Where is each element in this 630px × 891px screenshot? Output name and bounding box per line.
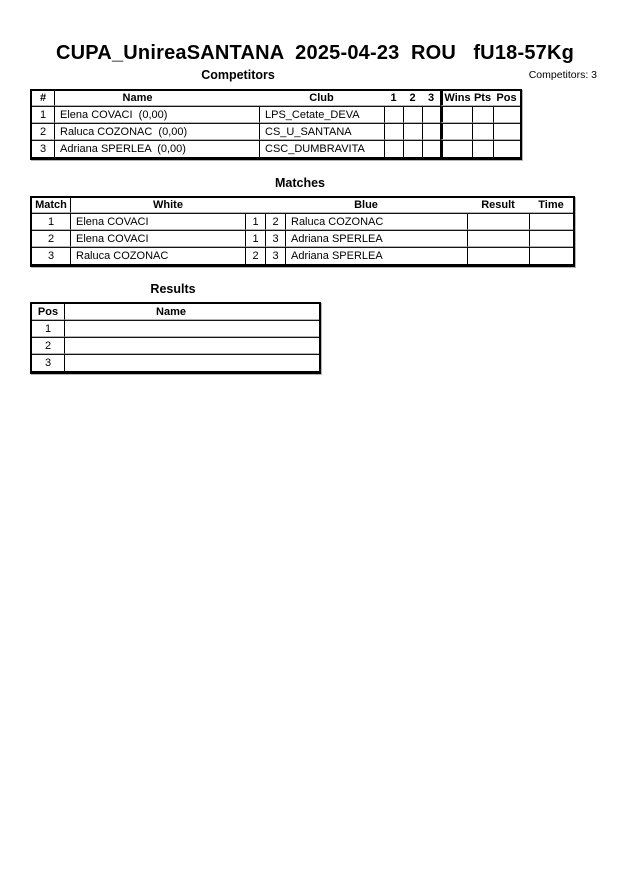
match-number: 1 — [32, 213, 70, 230]
result-position: 1 — [32, 320, 64, 337]
match-time-cell — [529, 213, 573, 230]
match-white-seed: 2 — [245, 247, 265, 264]
competitors-count: Competitors: 3 — [528, 69, 597, 81]
pts-cell — [472, 123, 493, 140]
wins-cell — [440, 140, 472, 157]
results-header-pos: Pos — [32, 304, 64, 320]
score-cell-vs1 — [384, 106, 403, 123]
match-blue-name: Raluca COZONAC — [285, 213, 467, 230]
competitor-row-number: 1 — [32, 106, 54, 123]
competitors-header-1: 1 — [384, 91, 403, 106]
matches-header-white: White — [70, 198, 265, 213]
competitor-club: CSC_DUMBRAVITA — [259, 140, 384, 157]
pts-cell — [472, 106, 493, 123]
results-header-name: Name — [64, 304, 319, 320]
competitor-name: Adriana SPERLEA (0,00) — [54, 140, 259, 157]
competitors-section-title: Competitors — [201, 68, 275, 82]
score-cell-vs2 — [403, 123, 422, 140]
matches-header-time: Time — [529, 198, 573, 213]
competitors-header-club: Club — [259, 91, 384, 106]
match-blue-seed: 2 — [265, 213, 285, 230]
match-result-cell — [467, 230, 529, 247]
matches-table — [30, 196, 575, 267]
results-section-title: Results — [150, 282, 196, 296]
pos-cell — [493, 106, 520, 123]
matches-header-match: Match — [32, 198, 70, 213]
result-name-cell — [64, 337, 319, 354]
score-cell-vs1 — [384, 140, 403, 157]
match-white-name: Elena COVACI — [70, 213, 245, 230]
competitor-club: LPS_Cetate_DEVA — [259, 106, 384, 123]
wins-cell — [440, 106, 472, 123]
competitor-name: Raluca COZONAC (0,00) — [54, 123, 259, 140]
score-cell-vs3 — [422, 123, 440, 140]
competitor-name: Elena COVACI (0,00) — [54, 106, 259, 123]
competitor-row-number: 2 — [32, 123, 54, 140]
match-number: 2 — [32, 230, 70, 247]
matches-header-blue: Blue — [265, 198, 467, 213]
match-blue-seed: 3 — [265, 230, 285, 247]
match-number: 3 — [32, 247, 70, 264]
match-result-cell — [467, 247, 529, 264]
competitor-club: CS_U_SANTANA — [259, 123, 384, 140]
competitors-header-2: 2 — [403, 91, 422, 106]
pos-cell — [493, 140, 520, 157]
match-blue-seed: 3 — [265, 247, 285, 264]
competitors-header-3: 3 — [422, 91, 440, 106]
match-blue-name: Adriana SPERLEA — [285, 247, 467, 264]
matches-header-result: Result — [467, 198, 529, 213]
competitors-header-pts: Pts — [473, 92, 492, 104]
match-blue-name: Adriana SPERLEA — [285, 230, 467, 247]
score-cell-vs2 — [403, 140, 422, 157]
pos-cell — [493, 123, 520, 140]
competitors-header-pos: Pos — [493, 91, 520, 106]
page-title: CUPA_UnireaSANTANA 2025-04-23 ROU fU18-57Kg — [55, 42, 575, 64]
competitors-header-num: # — [32, 91, 54, 106]
matches-section-title: Matches — [274, 176, 326, 190]
match-white-name: Elena COVACI — [70, 230, 245, 247]
competitors-header-name: Name — [54, 91, 259, 106]
pts-cell — [472, 140, 493, 157]
match-white-seed: 1 — [245, 230, 265, 247]
match-time-cell — [529, 247, 573, 264]
match-white-seed: 1 — [245, 213, 265, 230]
result-name-cell — [64, 320, 319, 337]
competitors-table — [30, 89, 522, 160]
score-cell-vs2 — [403, 106, 422, 123]
wins-cell — [440, 123, 472, 140]
results-table — [30, 302, 321, 374]
match-result-cell — [467, 213, 529, 230]
result-position: 2 — [32, 337, 64, 354]
score-cell-vs1 — [384, 123, 403, 140]
result-name-cell — [64, 354, 319, 371]
result-position: 3 — [32, 354, 64, 371]
match-white-name: Raluca COZONAC — [70, 247, 245, 264]
competitor-row-number: 3 — [32, 140, 54, 157]
competitors-header-wins: Wins — [440, 91, 472, 106]
match-time-cell — [529, 230, 573, 247]
score-cell-vs3 — [422, 140, 440, 157]
score-cell-vs3 — [422, 106, 440, 123]
